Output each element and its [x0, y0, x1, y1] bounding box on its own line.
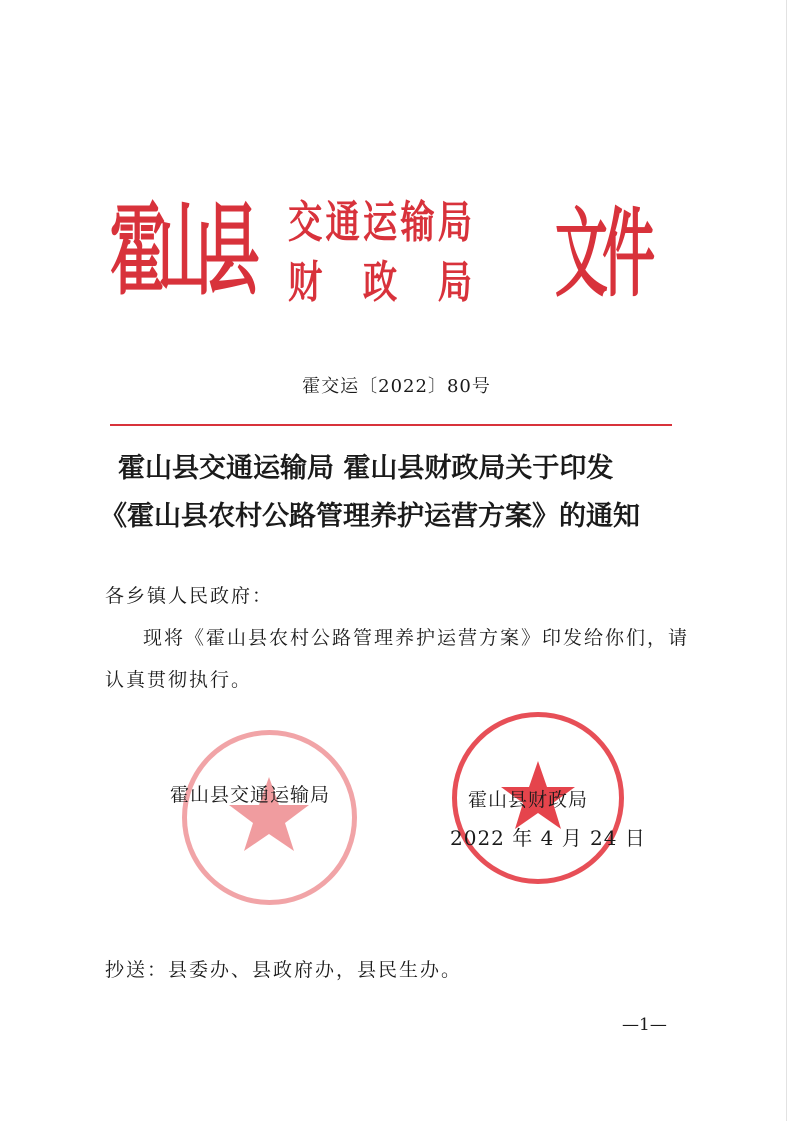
- document-title: [100, 445, 700, 541]
- letterhead-finance-char-2: 政: [362, 257, 398, 308]
- official-seal-transport: [182, 730, 357, 905]
- signature-transport-bureau: 霍山县交通运输局: [170, 784, 331, 806]
- letterhead-document-word: 文件: [555, 197, 650, 310]
- document-number: 霍交运〔2022〕80号: [302, 376, 491, 397]
- document-body: [105, 575, 695, 701]
- scan-edge-line: [786, 0, 787, 1121]
- red-separator-rule: [110, 424, 672, 426]
- letterhead-county-name: 霍山县: [110, 191, 252, 309]
- letterhead-agency-finance: [288, 253, 499, 313]
- page-number: —1—: [622, 1015, 667, 1035]
- issue-date: 2022 年 4 月 24 日: [450, 826, 646, 850]
- letterhead-agencies: [288, 193, 558, 313]
- salutation: 各乡镇人民政府：: [105, 585, 274, 607]
- red-letterhead: [110, 185, 670, 335]
- letterhead-finance-char-1: 财: [288, 257, 323, 308]
- seal-star-icon: [187, 735, 352, 900]
- letterhead-agency-transport: 交通运输局: [288, 197, 476, 248]
- cc-recipients: 抄送：县委办、县政府办，县民生办。: [105, 959, 463, 981]
- document-title-line-2: 《霍山县农村公路管理养护运营方案》的通知: [100, 501, 640, 532]
- letterhead-finance-char-3: 局: [437, 257, 473, 308]
- body-paragraph: 现将《霍山县农村公路管理养护运营方案》印发给你们，请认真贯彻执行。: [105, 627, 690, 691]
- signature-finance-bureau: 霍山县财政局: [468, 789, 589, 811]
- document-title-line-1: 霍山县交通运输局 霍山县财政局关于印发: [118, 453, 614, 484]
